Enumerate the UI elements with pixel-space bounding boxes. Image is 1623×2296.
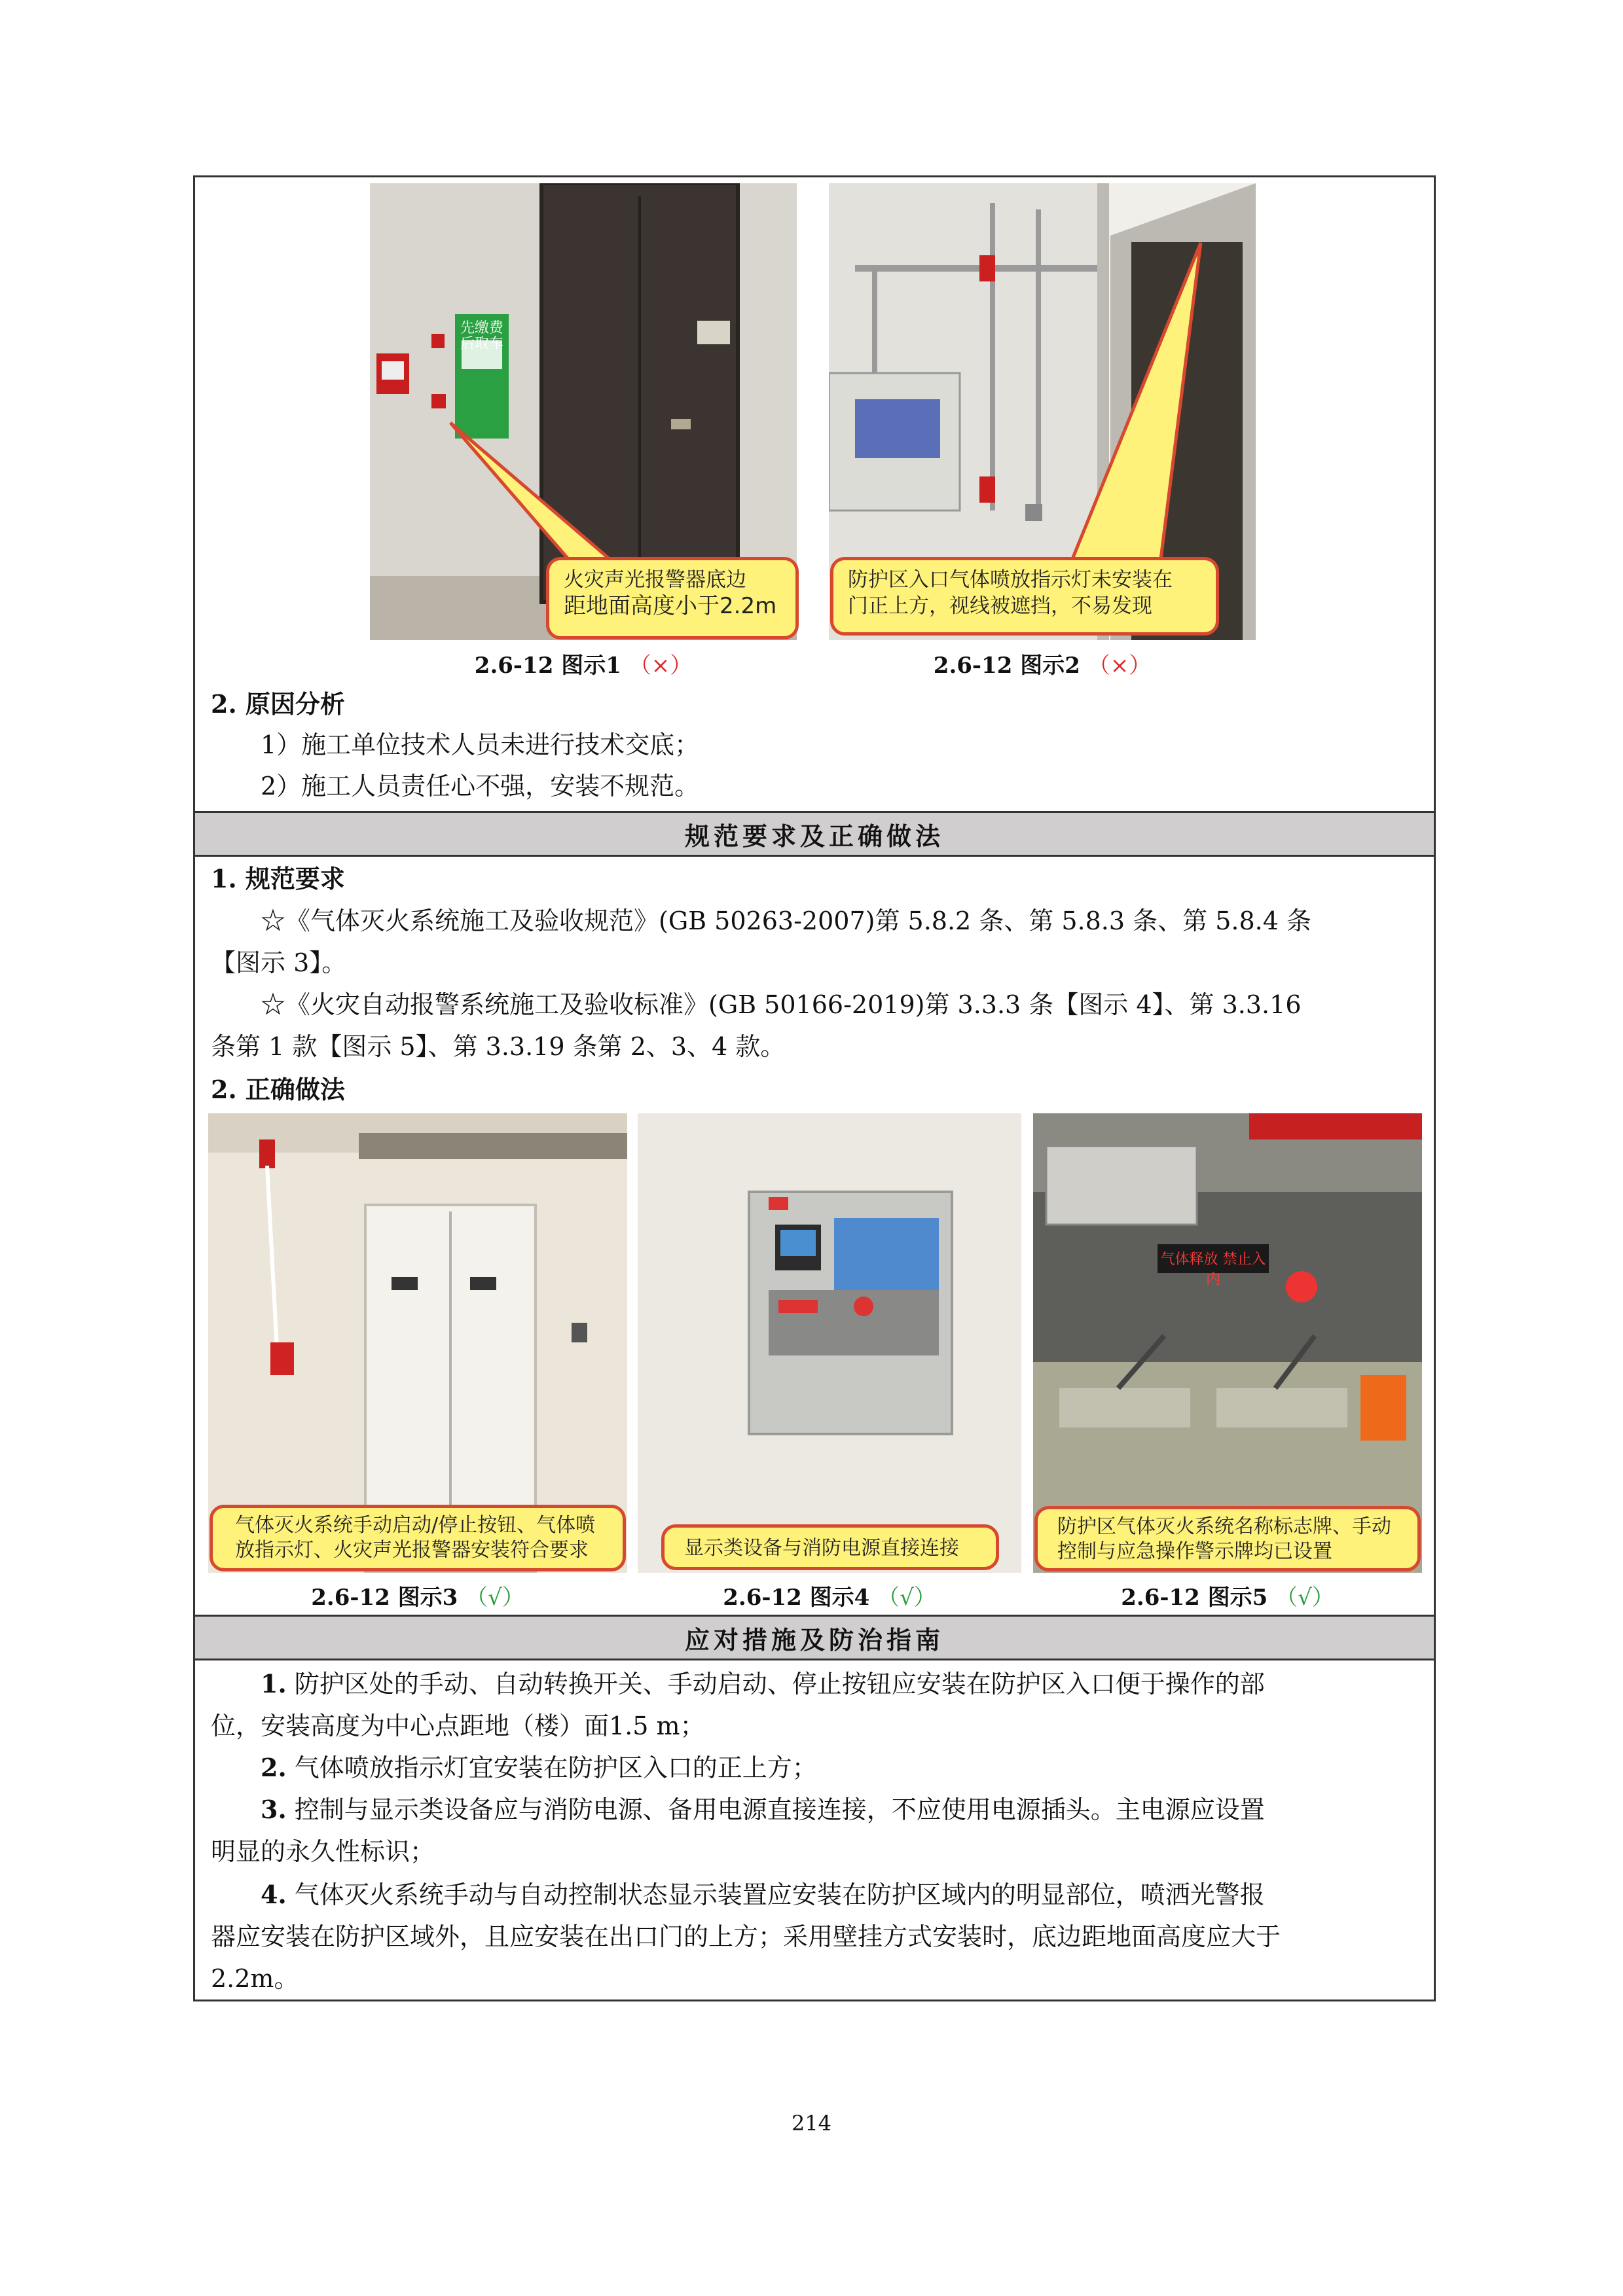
- standard-line: 条第 1 款【图示 5】、第 3.3.19 条第 2、3、4 款。: [211, 1032, 786, 1061]
- page-number: 214: [791, 2111, 832, 2136]
- callout-fig1: [546, 557, 799, 639]
- callout-line: 气体灭火系统手动启动/停止按钮、气体喷: [235, 1514, 596, 1537]
- callout-pointer-fig1: [195, 177, 1438, 662]
- callout-fig4: [661, 1524, 999, 1570]
- callout-fig5: [1034, 1506, 1421, 1571]
- caption-mark: （√）: [1275, 1585, 1334, 1611]
- photo-fig5: [1033, 1113, 1422, 1573]
- standard-heading: 1. 规范要求: [211, 864, 345, 893]
- cause-item: 1）施工单位技术人员未进行技术交底；: [261, 730, 700, 759]
- callout-line: 门正上方，视线被遮挡，不易发现: [848, 594, 1152, 618]
- measure-line: 明显的永久性标识；: [211, 1837, 435, 1866]
- standard-line: 【图示 3】。: [211, 948, 347, 977]
- measure-line: 防护区处的手动、自动转换开关、手动启动、停止按钮应安装在防护区入口便于操作的部: [294, 1670, 1265, 1698]
- measure-1: [261, 1663, 1265, 1705]
- measure-line: 气体喷放指示灯宜安装在防护区入口的正上方；: [294, 1753, 817, 1782]
- caption-fig1: [370, 647, 797, 679]
- caption-mark: （×）: [1087, 653, 1152, 679]
- caption-label: 2.6-12 图示1: [474, 653, 621, 679]
- callout-line: 放指示灯、火灾声光报警器安装符合要求: [235, 1539, 589, 1562]
- callout-line: 距地面高度小于2.2m: [564, 593, 777, 619]
- caption-fig2: [829, 647, 1256, 679]
- band-measures: 应对措施及防治指南: [195, 1615, 1434, 1660]
- callout-line: 控制与应急操作警示牌均已设置: [1057, 1540, 1332, 1563]
- measure-3: [261, 1789, 1265, 1831]
- measure-line: 器应安装在防护区域外，且应安装在出口门的上方；采用壁挂方式安装时，底边距地面高度应大于: [211, 1922, 1281, 1951]
- standard-line: ☆《火灾自动报警系统施工及验收标准》(GB 50166-2019)第 3.3.3 条【图示 4】、第 3.3.16: [261, 990, 1302, 1019]
- callout-fig3: [210, 1505, 626, 1571]
- callout-line: 显示类设备与消防电源直接连接: [684, 1537, 959, 1560]
- caption-fig5: [1033, 1579, 1422, 1611]
- measure-num: 2.: [261, 1753, 287, 1782]
- callout-line: 火灾声光报警器底边: [564, 568, 746, 592]
- caption-label: 2.6-12 图示5: [1121, 1585, 1268, 1611]
- measure-2: [261, 1747, 817, 1789]
- caption-mark: （√）: [877, 1585, 936, 1611]
- measure-4: [261, 1874, 1265, 1916]
- callout-fig2: [830, 557, 1219, 636]
- measure-num: 4.: [261, 1880, 287, 1909]
- caption-mark: （×）: [629, 653, 693, 679]
- cause-heading: 2. 原因分析: [211, 689, 345, 719]
- caption-label: 2.6-12 图示2: [933, 653, 1080, 679]
- poster-text: 先缴费 后取车: [460, 320, 504, 352]
- measure-line: 位，安装高度为中心点距地（楼）面1.5 m；: [211, 1712, 705, 1740]
- callout-line: 防护区气体灭火系统名称标志牌、手动: [1057, 1515, 1391, 1538]
- content-frame: [193, 175, 1436, 2001]
- callout-line: 防护区入口气体喷放指示灯未安装在: [848, 568, 1173, 592]
- measure-line: 2.2m。: [211, 1964, 299, 1993]
- caption-mark: （√）: [465, 1585, 524, 1611]
- caption-label: 2.6-12 图示3: [311, 1585, 458, 1611]
- photo-fig4: [638, 1113, 1021, 1573]
- photo-fig3: [208, 1113, 627, 1573]
- caption-fig4: [638, 1579, 1021, 1611]
- band-standard: 规范要求及正确做法: [195, 811, 1434, 857]
- measure-line: 气体灭火系统手动与自动控制状态显示装置应安装在防护区域内的明显部位，喷洒光警报: [294, 1880, 1265, 1909]
- correct-heading: 2. 正确做法: [211, 1075, 345, 1104]
- caption-label: 2.6-12 图示4: [723, 1585, 870, 1611]
- sign-text: 气体释放 禁止入内: [1160, 1251, 1266, 1288]
- standard-line: ☆《气体灭火系统施工及验收规范》(GB 50263-2007)第 5.8.2 条、第 5.8.3 条、第 5.8.4 条: [261, 906, 1311, 935]
- cause-item: 2）施工人员责任心不强，安装不规范。: [261, 772, 700, 800]
- caption-fig3: [208, 1579, 627, 1611]
- measure-num: 1.: [261, 1669, 287, 1698]
- measure-line: 控制与显示类设备应与消防电源、备用电源直接连接，不应使用电源插头。主电源应设置: [294, 1795, 1265, 1824]
- measure-num: 3.: [261, 1795, 287, 1824]
